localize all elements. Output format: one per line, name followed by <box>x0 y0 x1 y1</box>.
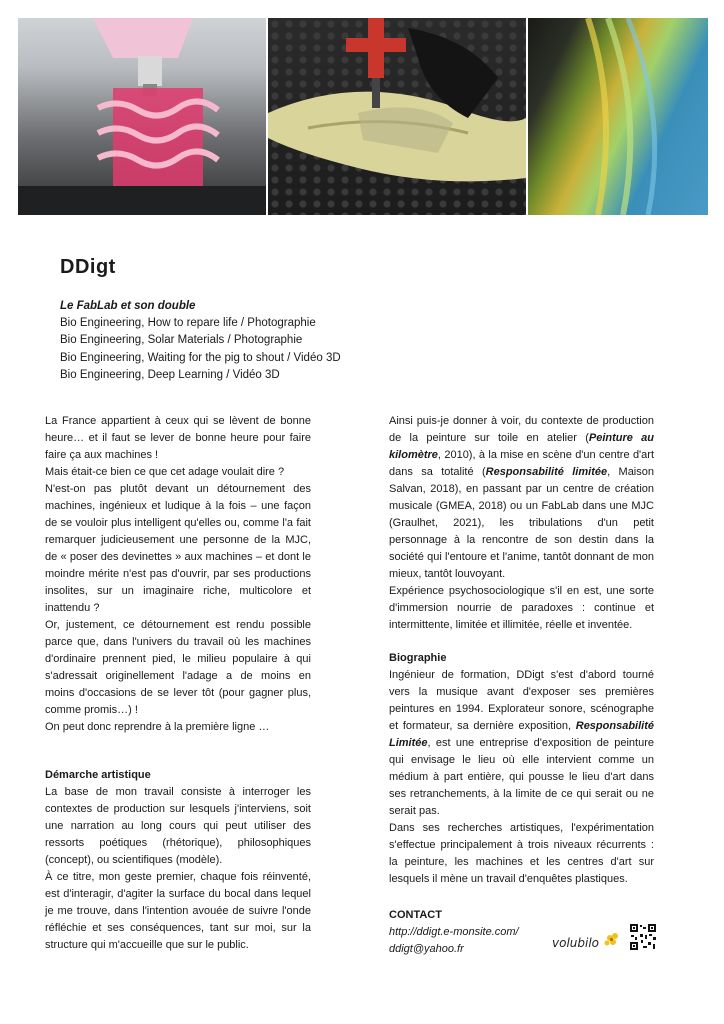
demarche-heading: Démarche artistique <box>45 769 151 781</box>
work-title-emphasis: Peinture au kilomètre <box>389 432 654 461</box>
contact-website-link[interactable]: http://ddigt.e-monsite.com/ <box>389 926 519 938</box>
intro-paragraph: N'est-on pas plutôt devant un détournement des machines, ingénieux et ludique à la fois – une façon de se vouloir plus intelligent qu'elles ou, comme l'a fait remarquer judicieusement une personne de la MJC, de « poser des devinettes » aux machines – et dont le moindre mérite n'est pas d'ouvrir, par ses productions insolites, sur un imaginaire riche, multicolore et inattendu ? <box>45 483 311 614</box>
laser-cutter-illustration <box>268 18 526 215</box>
intro-paragraph: On peut donc reprendre à la première ligne … <box>45 721 270 733</box>
spacer <box>389 888 654 907</box>
demarche-paragraph: La base de mon travail consiste à interroger les contextes de production sur lesquels j'interviens, soit une narration au long cours qui peut utiliser des ressorts poétiques (rhétorique), philosophiques (concept), ou scientifiques (modèle). <box>45 786 311 866</box>
qr-code-icon[interactable] <box>629 923 657 951</box>
intro-paragraph: Or, justement, ce détournement est rendu possible parce que, dans l'univers du travail où les machines d'ordinaire prennent pied, le milieu populaire à qui s'adressait originellement l'adage a de moins en moins d'occasions de se lever tôt (pour gagner plus, comme promis…) ! <box>45 619 311 716</box>
works-item: Bio Engineering, How to repare life / Photographie <box>60 317 316 330</box>
text-run: Ainsi puis-je donner à voir, du contexte de production de la peinture sur toile en atelier ( <box>389 415 654 444</box>
biography-paragraph: Dans ses recherches artistiques, l'expérimentation s'effectue principalement à trois niveaux récurrents : la peinture, les machines et les centres d'art sur lesquels il mène un travail d'enquêtes plastiques. <box>389 822 654 885</box>
text-run: , 2010), à la mise en scène d'un centre d'art dans sa totalité ( <box>389 449 654 478</box>
photo-colored-material <box>528 18 708 215</box>
demarche-paragraph: À ce titre, mon geste premier, chaque fois réinventé, est d'interagir, d'agiter la surface du bocal dans lequel je me trouve, dans l'intention avouée de suivre l'onde réfléchie et ses conséquences, tant sur moi, sur la structure qui m'accueille que sur le public. <box>45 871 311 951</box>
text-run: Ingénieur de formation, DDigt s'est d'abord tourné vers la musique avant d'exposer ses premières peintures en 1994. Explorateur sonore, scénographe et formateur, sa dernière exposition, <box>389 669 654 732</box>
contact-heading: CONTACT <box>389 909 442 921</box>
production-paragraph <box>389 413 654 583</box>
volubilo-logo <box>552 927 620 953</box>
works-list <box>60 298 341 384</box>
biography-paragraph <box>389 667 654 820</box>
works-item: Bio Engineering, Waiting for the pig to shout / Vidéo 3D <box>60 351 341 364</box>
flower-icon <box>605 933 619 946</box>
contact-email-link[interactable]: ddigt@yahoo.fr <box>389 943 464 955</box>
works-item: Bio Engineering, Solar Materials / Photographie <box>60 334 303 347</box>
photo-laser-cutter <box>268 18 526 215</box>
biography-heading: Biographie <box>389 652 447 664</box>
text-run: , est une entreprise d'exposition de peinture qui envisage le lieu où elle intervient comme un médium à part entière, qui pousse le lieu d'art dans ses retranchements, à la limite de ce qui serait ou ne serait pas. <box>389 737 654 817</box>
photo-3d-printer <box>18 18 266 215</box>
photo-banner <box>18 18 708 215</box>
page-title: DDigt <box>60 256 116 278</box>
intro-paragraph: Mais était-ce bien ce que cet adage voulait dire ? <box>45 466 285 478</box>
spacer <box>45 736 311 767</box>
text-run: , Maison Salvan, 2018), en passant par un centre de création musicale (GMEA, 2018) ou un FabLab dans une MJC (Graulhet, 2021), les tribulations d'un petit personnage à la rencontre de son destin dans la société qui l'entoure et l'anime, tantôt donnant de mon mieux, tantôt louvoyant. <box>389 466 654 580</box>
works-subtitle: Le FabLab et son double <box>60 300 196 312</box>
spacer <box>389 634 654 650</box>
left-column <box>45 413 311 954</box>
right-column <box>389 413 654 958</box>
works-item: Bio Engineering, Deep Learning / Vidéo 3D <box>60 368 280 381</box>
material-texture-illustration <box>528 18 708 215</box>
work-title-emphasis: Responsabilité limitée <box>485 466 608 478</box>
work-title-emphasis: Responsabilité Limitée <box>389 720 654 749</box>
3d-printer-illustration <box>18 18 266 215</box>
intro-paragraph: La France appartient à ceux qui se lèvent de bonne heure… et il faut se lever de bonne heure pour faire faire ça aux machines ! <box>45 415 311 461</box>
volubilo-logo-text: volubilo <box>552 936 600 950</box>
experience-paragraph: Expérience psychosociologique s'il en est, une sorte d'immersion nourrie de paradoxes : continue et intermittente, limitée et illimitée, réelle et inventée. <box>389 585 654 631</box>
